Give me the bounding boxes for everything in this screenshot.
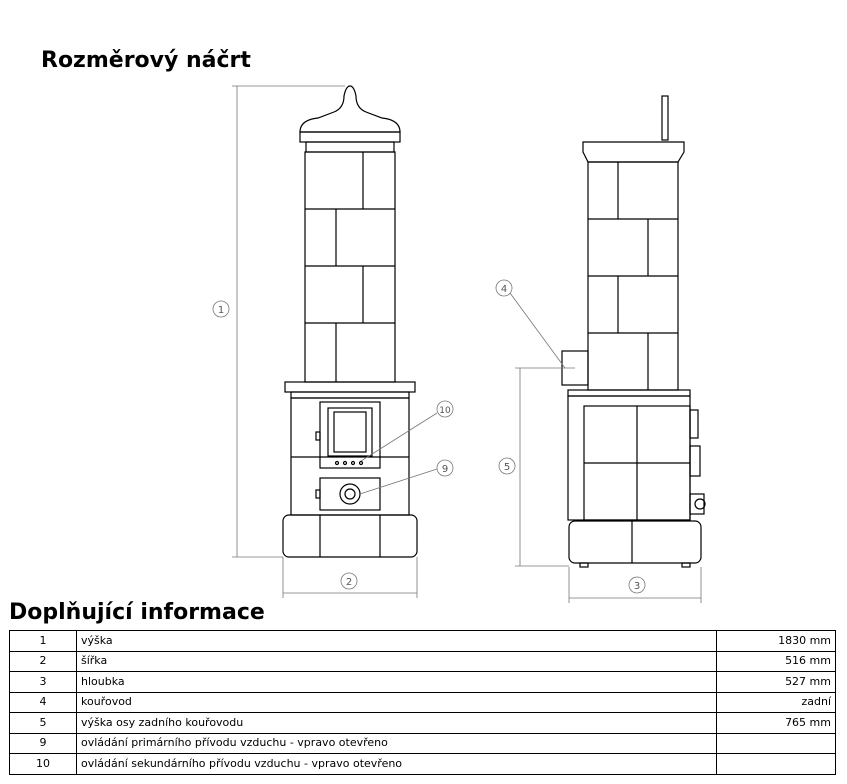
row-number: 3 xyxy=(10,672,77,693)
sketch-title: Rozměrový náčrt xyxy=(41,48,251,73)
callout-label-9: 9 xyxy=(441,464,449,475)
row-label: ovládání sekundárního přívodu vzduchu - vpravo otevřeno xyxy=(77,754,717,775)
table-row xyxy=(10,713,836,734)
table-row xyxy=(10,651,836,672)
info-title: Doplňující informace xyxy=(9,600,265,625)
row-value xyxy=(717,733,836,754)
table-row xyxy=(10,631,836,652)
row-number: 1 xyxy=(10,631,77,652)
info-table xyxy=(9,630,836,775)
row-number: 5 xyxy=(10,713,77,734)
row-number: 10 xyxy=(10,754,77,775)
callout-labels xyxy=(218,284,640,592)
row-number: 9 xyxy=(10,733,77,754)
callout-label-1: 1 xyxy=(217,305,225,316)
callout-circles xyxy=(213,280,645,593)
row-label: výška xyxy=(77,631,717,652)
row-label: ovládání primárního přívodu vzduchu - vpravo otevřeno xyxy=(77,733,717,754)
side-dimensions xyxy=(510,293,701,603)
row-value: 765 mm xyxy=(717,713,836,734)
row-number: 4 xyxy=(10,692,77,713)
side-view xyxy=(562,96,705,567)
callout-label-3: 3 xyxy=(633,581,641,592)
front-dimensions xyxy=(232,86,437,598)
callout-label-2: 2 xyxy=(345,577,353,588)
row-value: zadní xyxy=(717,692,836,713)
row-value: 527 mm xyxy=(717,672,836,693)
row-label: výška osy zadního kouřovodu xyxy=(77,713,717,734)
callout-label-4: 4 xyxy=(500,284,508,295)
table-row xyxy=(10,672,836,693)
table-row xyxy=(10,733,836,754)
callout-label-10: 10 xyxy=(439,406,451,416)
row-label: hloubka xyxy=(77,672,717,693)
row-label: kouřovod xyxy=(77,692,717,713)
row-label: šířka xyxy=(77,651,717,672)
front-view xyxy=(283,86,417,557)
table-row xyxy=(10,754,836,775)
table-row xyxy=(10,692,836,713)
row-value: 516 mm xyxy=(717,651,836,672)
row-value: 1830 mm xyxy=(717,631,836,652)
callout-label-5: 5 xyxy=(503,462,511,473)
row-value xyxy=(717,754,836,775)
dimension-sketch xyxy=(0,80,847,605)
row-number: 2 xyxy=(10,651,77,672)
